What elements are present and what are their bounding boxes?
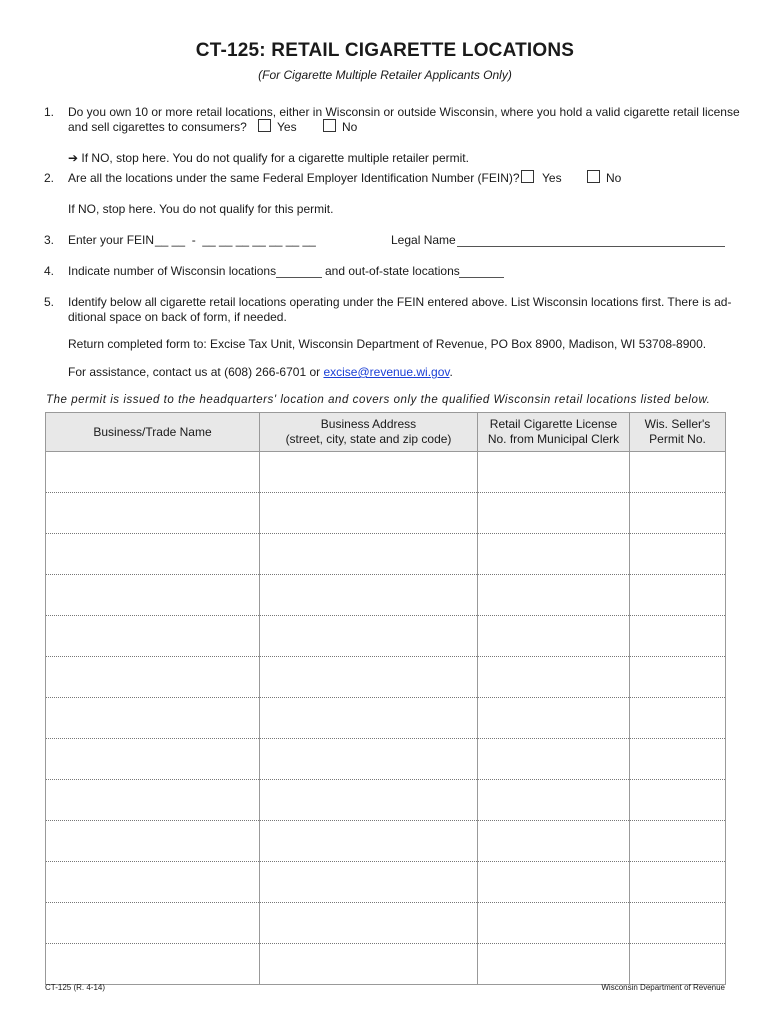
table-header-row — [46, 413, 726, 452]
table-row — [46, 534, 726, 575]
locations-table — [45, 412, 726, 985]
business-name-cell[interactable] — [46, 534, 260, 575]
q1-no-label: No — [342, 120, 358, 134]
q4-number: 4. — [44, 264, 55, 278]
q1-yes-label: Yes — [277, 120, 297, 134]
business-address-cell[interactable] — [260, 862, 478, 903]
license-no-cell[interactable] — [478, 739, 630, 780]
business-name-cell[interactable] — [46, 903, 260, 944]
table-row — [46, 493, 726, 534]
q2-no-checkbox[interactable] — [587, 170, 600, 183]
sellers-permit-cell[interactable] — [630, 657, 726, 698]
business-name-cell[interactable] — [46, 862, 260, 903]
sellers-permit-cell[interactable] — [630, 698, 726, 739]
agency-name: Wisconsin Department of Revenue — [601, 983, 725, 992]
table-row — [46, 698, 726, 739]
q5-number: 5. — [44, 295, 55, 309]
business-name-cell[interactable] — [46, 780, 260, 821]
business-address-cell[interactable] — [260, 452, 478, 493]
business-name-cell[interactable] — [46, 657, 260, 698]
business-address-cell[interactable] — [260, 575, 478, 616]
oos-locations-label: and out-of-state locations — [325, 264, 460, 278]
business-address-cell[interactable] — [260, 903, 478, 944]
table-row — [46, 821, 726, 862]
business-address-cell[interactable] — [260, 739, 478, 780]
fein-input[interactable]: __ __ - __ __ __ __ __ __ __ — [155, 233, 316, 247]
permit-notice: The permit is issued to the headquarters' location and covers only the qualified Wisconsin retail locations listed below. — [46, 394, 711, 406]
col-header-business-name: Business/Trade Name — [46, 413, 260, 452]
business-address-cell[interactable] — [260, 616, 478, 657]
sellers-permit-cell[interactable] — [630, 739, 726, 780]
table-row — [46, 739, 726, 780]
license-no-cell[interactable] — [478, 821, 630, 862]
col-header-business-address: Business Address (street, city, state and zip code) — [260, 413, 478, 452]
table-row — [46, 452, 726, 493]
assistance-suffix: . — [449, 365, 453, 379]
form-id: CT-125 (R. 4-14) — [45, 983, 106, 992]
business-name-cell[interactable] — [46, 616, 260, 657]
sellers-permit-cell[interactable] — [630, 575, 726, 616]
license-no-cell[interactable] — [478, 657, 630, 698]
sellers-permit-cell[interactable] — [630, 821, 726, 862]
q2-yes-label: Yes — [542, 171, 562, 185]
business-name-cell[interactable] — [46, 821, 260, 862]
q1-yes-checkbox[interactable] — [258, 119, 271, 132]
oos-locations-input[interactable] — [459, 265, 504, 278]
q1-text-line2: and sell cigarettes to consumers? — [68, 120, 247, 134]
business-address-cell[interactable] — [260, 780, 478, 821]
table-body — [46, 452, 726, 985]
license-no-cell[interactable] — [478, 452, 630, 493]
business-name-cell[interactable] — [46, 698, 260, 739]
q2-no-label: No — [606, 171, 622, 185]
q1-text-line1: Do you own 10 or more retail locations, either in Wisconsin or outside Wisconsin, where you hold a valid cigarette retail license — [68, 105, 740, 119]
table-row — [46, 575, 726, 616]
q3-number: 3. — [44, 233, 55, 247]
q1-no-checkbox[interactable] — [323, 119, 336, 132]
business-address-cell[interactable] — [260, 534, 478, 575]
return-address-text: Return completed form to: Excise Tax Unit, Wisconsin Department of Revenue, PO Box 8900, Madison, WI 53708-8900. — [68, 337, 707, 351]
business-address-cell[interactable] — [260, 493, 478, 534]
license-no-cell[interactable] — [478, 493, 630, 534]
legal-name-label: Legal Name — [391, 233, 456, 247]
fein-label: Enter your FEIN — [68, 233, 155, 247]
business-address-cell[interactable] — [260, 698, 478, 739]
assistance-text — [68, 365, 453, 380]
q2-note: If NO, stop here. You do not qualify for this permit. — [68, 202, 334, 216]
business-name-cell[interactable] — [46, 452, 260, 493]
license-no-cell[interactable] — [478, 944, 630, 985]
assistance-prefix: For assistance, contact us at (608) 266-6701 or — [68, 365, 324, 379]
license-no-cell[interactable] — [478, 698, 630, 739]
q1-number: 1. — [44, 105, 55, 119]
table-row — [46, 780, 726, 821]
wi-locations-label: Indicate number of Wisconsin locations — [68, 264, 277, 278]
form-subtitle: (For Cigarette Multiple Retailer Applicants Only) — [258, 68, 512, 82]
q2-text: Are all the locations under the same Federal Employer Identification Number (FEIN)? — [68, 171, 520, 185]
license-no-cell[interactable] — [478, 534, 630, 575]
q5-text-line1: Identify below all cigarette retail locations operating under the FEIN entered above. List Wisconsin locations first. There is ad- — [68, 295, 732, 309]
q2-yes-checkbox[interactable] — [521, 170, 534, 183]
table-row — [46, 903, 726, 944]
license-no-cell[interactable] — [478, 616, 630, 657]
sellers-permit-cell[interactable] — [630, 862, 726, 903]
form-title: CT-125: RETAIL CIGARETTE LOCATIONS — [195, 40, 575, 61]
business-name-cell[interactable] — [46, 493, 260, 534]
sellers-permit-cell[interactable] — [630, 493, 726, 534]
sellers-permit-cell[interactable] — [630, 944, 726, 985]
sellers-permit-cell[interactable] — [630, 903, 726, 944]
sellers-permit-cell[interactable] — [630, 452, 726, 493]
table-row — [46, 944, 726, 985]
business-name-cell[interactable] — [46, 944, 260, 985]
business-address-cell[interactable] — [260, 821, 478, 862]
sellers-permit-cell[interactable] — [630, 534, 726, 575]
table-row — [46, 616, 726, 657]
sellers-permit-cell[interactable] — [630, 616, 726, 657]
legal-name-input[interactable] — [457, 234, 725, 247]
wi-locations-input[interactable] — [276, 265, 322, 278]
q5-text-line2: ditional space on back of form, if needed. — [68, 310, 287, 324]
excise-email-link[interactable]: excise@revenue.wi.gov — [323, 365, 450, 379]
table-row — [46, 862, 726, 903]
license-no-cell[interactable] — [478, 862, 630, 903]
col-header-license-no: Retail Cigarette License No. from Municipal Clerk — [478, 413, 630, 452]
table-row — [46, 657, 726, 698]
q1-note — [68, 151, 469, 166]
sellers-permit-cell[interactable] — [630, 780, 726, 821]
arrow-right-icon: ➔ — [68, 151, 79, 165]
business-name-cell[interactable] — [46, 575, 260, 616]
license-no-cell[interactable] — [478, 575, 630, 616]
business-address-cell[interactable] — [260, 657, 478, 698]
license-no-cell[interactable] — [478, 903, 630, 944]
col-header-sellers-permit: Wis. Seller's Permit No. — [630, 413, 726, 452]
license-no-cell[interactable] — [478, 780, 630, 821]
business-name-cell[interactable] — [46, 739, 260, 780]
q1-note-text: If NO, stop here. You do not qualify for a cigarette multiple retailer permit. — [81, 151, 469, 165]
q2-number: 2. — [44, 171, 55, 185]
business-address-cell[interactable] — [260, 944, 478, 985]
